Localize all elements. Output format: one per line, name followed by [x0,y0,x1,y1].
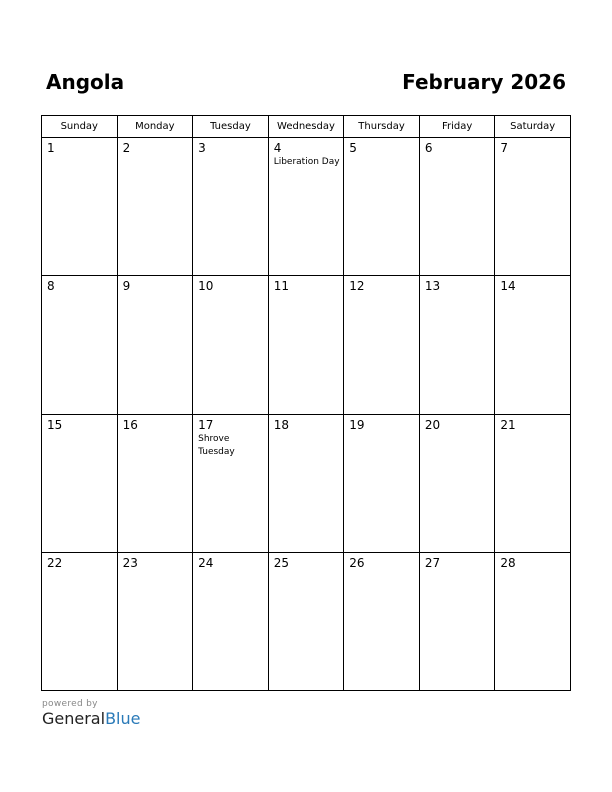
day-number: 26 [349,555,365,570]
calendar-header [41,70,571,100]
day-cell [495,414,571,552]
weekday-wednesday: Wednesday [268,116,344,138]
day-number: 2 [122,141,131,155]
day-cell [419,414,495,552]
weekday-thursday: Thursday [344,116,420,138]
day-number: 21 [500,417,516,432]
day-number: 5 [349,141,357,155]
day-cell [495,138,571,276]
day-number: 25 [273,555,289,570]
day-cell [268,276,344,414]
day-cell [117,138,193,276]
day-cell [42,414,118,552]
day-cell [268,552,344,690]
holiday-label: Shrove Tuesday [198,433,235,457]
day-cell [42,552,118,690]
day-cell [117,414,193,552]
day-number: 17 [198,417,214,432]
day-cell [419,552,495,690]
weekday-sunday: Sunday [42,116,118,138]
day-number: 18 [273,417,289,432]
day-cell [42,138,118,276]
country-title: Angola [46,70,125,94]
day-cell [117,552,193,690]
day-cell [268,414,344,552]
calendar-grid [41,115,571,691]
month-year-title: February 2026 [402,70,566,94]
day-number: 10 [198,279,214,294]
week-row [42,138,571,276]
day-number: 4 [273,141,282,155]
day-cell [495,552,571,690]
day-number: 1 [47,141,55,155]
day-cell [193,138,269,276]
day-cell [344,138,420,276]
day-cell [344,414,420,552]
day-cell [42,276,118,414]
day-cell [419,138,495,276]
day-number: 27 [424,555,441,570]
generalblue-logo[interactable] [42,709,140,728]
weekday-saturday: Saturday [495,116,571,138]
day-number: 11 [273,279,289,294]
day-number: 3 [198,141,206,155]
holiday-label: Liberation Day [273,157,340,167]
day-cell [419,276,495,414]
weekday-monday: Monday [117,116,193,138]
week-row [42,552,571,690]
day-cell [117,276,193,414]
day-number: 8 [47,279,55,294]
logo-general-text: General [42,709,106,728]
weekday-friday: Friday [419,116,495,138]
day-number: 15 [47,417,63,432]
logo-blue-text: Blue [105,709,141,728]
day-number: 19 [349,417,365,432]
day-number: 16 [122,417,138,432]
day-cell [495,276,571,414]
day-cell [268,138,344,276]
day-cell [193,552,269,690]
day-cell [344,276,420,414]
day-number: 22 [47,555,63,570]
day-number: 23 [122,555,138,570]
week-row [42,276,571,414]
day-number: 7 [500,141,509,155]
day-number: 24 [198,555,214,570]
footer-branding [42,699,140,728]
weekday-header-row [42,116,571,138]
day-number: 12 [349,279,365,294]
day-number: 14 [500,279,516,294]
powered-by-text: powered by [42,699,98,709]
day-cell [193,276,269,414]
day-cell [193,414,269,552]
day-number: 28 [500,555,516,570]
day-number: 9 [122,279,131,294]
weekday-tuesday: Tuesday [193,116,269,138]
week-row [42,414,571,552]
day-number: 6 [424,141,433,155]
day-cell [344,552,420,690]
day-number: 20 [424,417,441,432]
day-number: 13 [424,279,441,294]
